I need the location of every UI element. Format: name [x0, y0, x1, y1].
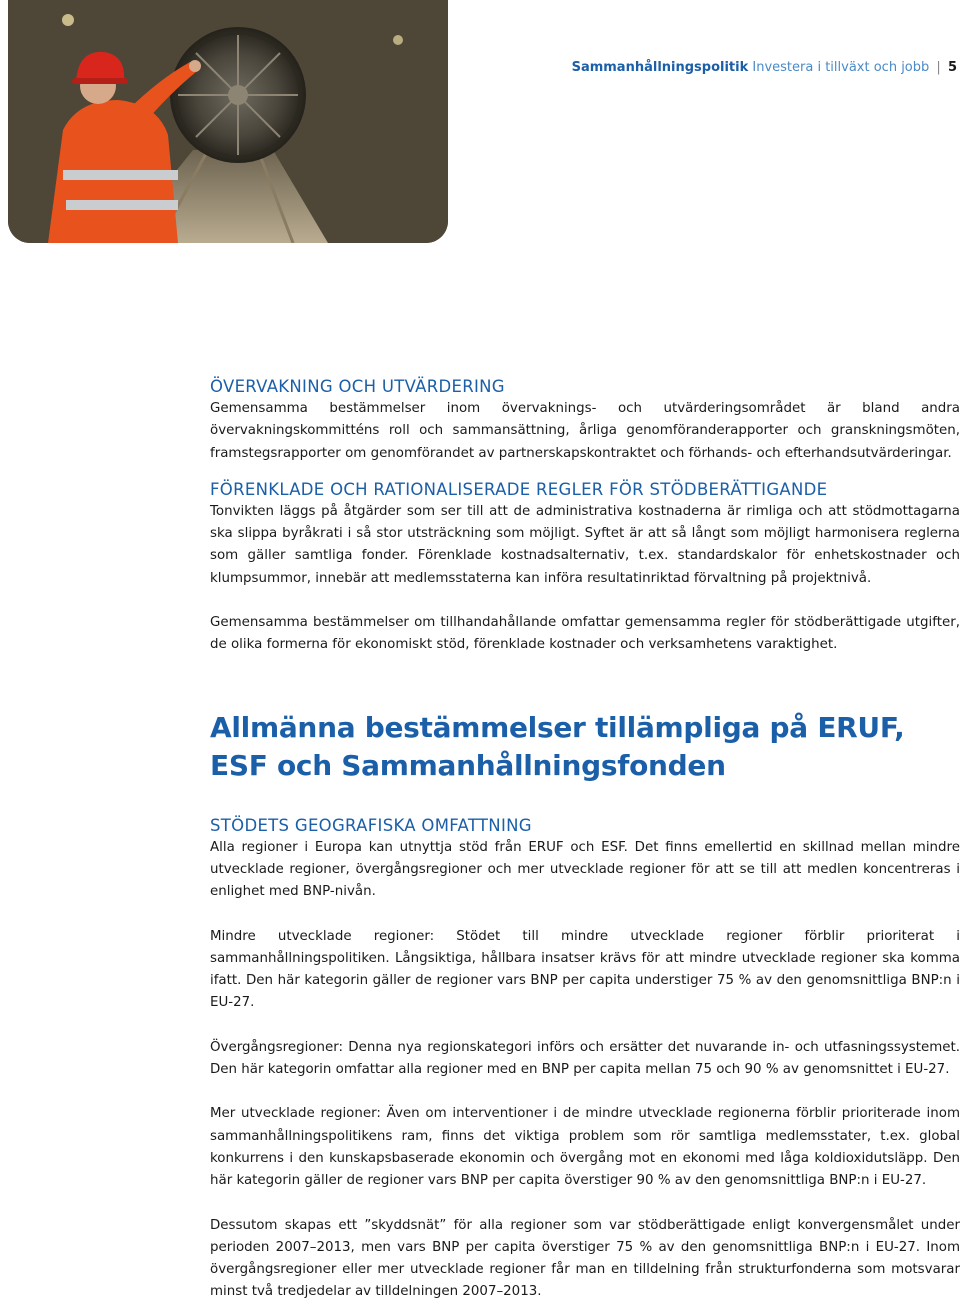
- paragraph: Mer utvecklade regioner: Även om interventioner i de mindre utvecklade regionerna förblir prioriterade inom sammanhållningspolitikens ram, finns det viktiga problem som rör samtliga medlemsstater, t.ex. global konkurrens i den kunskapsbaserade ekonomin och övergång mot en ekonomi med låga koldioxidutsläpp. Den här kategorin gäller de regioner vars BNP per capita överstiger 90 % av den genomsnittliga BNP:n i EU-27.: [210, 1106, 960, 1189]
- page-number: 5: [947, 60, 957, 75]
- chapter-title: [210, 709, 960, 785]
- chapter-title-line2: ESF och Sammanhållningsfonden: [210, 748, 726, 782]
- paragraph: Gemensamma bestämmelser inom övervaknings- och utvärderingsområdet är bland andra övervakningskommitténs roll och sammansättning, årliga genomföranderapporter och granskningsmöten, framstegsrapporter om genomförandet av partnerskapskontraktet och förhands- och efterhandsutvärderingar.: [210, 401, 960, 461]
- header-brand: Sammanhållningspolitik: [571, 60, 749, 75]
- header-subtitle: Investera i tillväxt och jobb: [752, 60, 930, 75]
- section-heading-forenklade: FÖRENKLADE OCH RATIONALISERADE REGLER FÖR STÖDBERÄTTIGANDE: [210, 479, 828, 499]
- main-content: [210, 376, 960, 1304]
- section-heading-overvakning: ÖVERVAKNING OCH UTVÄRDERING: [210, 377, 505, 396]
- running-header: [397, 60, 960, 75]
- paragraph: Gemensamma bestämmelser om tillhandahållande omfattar gemensamma regler för stödberättigade utgifter, de olika formerna för ekonomiskt stöd, förenklade kostnader och verksamhetens varaktighet.: [210, 615, 960, 653]
- paragraph: Alla regioner i Europa kan utnyttja stöd från ERUF och ESF. Det finns emellertid en skillnad mellan mindre utvecklade regioner, övergångsregioner och mer utvecklade regioner för att se till att medlen koncentreras i enlighet med BNP-nivån.: [210, 839, 960, 900]
- chapter-title-line1: Allmänna bestämmelser tillämpliga på ERUF,: [210, 710, 905, 744]
- section-heading-geografiska: STÖDETS GEOGRAFISKA OMFATTNING: [210, 815, 532, 835]
- paragraph: Dessutom skapas ett ”skyddsnät” för alla regioner som var stödberättigade enligt konvergensmålet under perioden 2007–2013, men vars BNP per capita överstiger 75 % av den genomsnittliga BNP:n i EU-27. Inom övergångsregioner eller mer utvecklade regioner får man en tilldelning från strukturfonderna som motsvarar minst två tredjedelar av tilldelningen 2007–2013.: [210, 1217, 960, 1300]
- paragraph: Tonvikten läggs på åtgärder som ser till att de administrativa kostnaderna är rimliga och att stödmottagarna ska slippa byråkrati i så stor utsträckning som möjligt. Syftet är att så långt som möjligt harmonisera reglerna som gäller samtliga fonder. Förenklade kostnadsalternativ, t.ex. standardskalor för enhetskostnader och klumpsummor, innebär att medlemsstaterna kan införa resultatinriktad förvaltning på projektnivå.: [210, 503, 960, 586]
- tunnel-worker-photo: [8, 0, 448, 243]
- paragraph: Mindre utvecklade regioner: Stödet till mindre utvecklade regioner förblir prioriterat i sammanhållningspolitiken. Långsiktiga, hållbara insatser krävs för att mindre utvecklade regioner ska komma ifatt. Den här kategorin gäller de regioner vars BNP per capita understiger 75 % av den genomsnittliga BNP:n i EU-27.: [210, 928, 960, 1011]
- paragraph: Övergångsregioner: Denna nya regionskategori införs och ersätter det nuvarande in- och utfasningssystemet. Den här kategorin omfattar alla regioner med en BNP per capita mellan 75 och 90 % av genomsnittet i EU-27.: [210, 1039, 960, 1078]
- header-separator: |: [936, 60, 941, 75]
